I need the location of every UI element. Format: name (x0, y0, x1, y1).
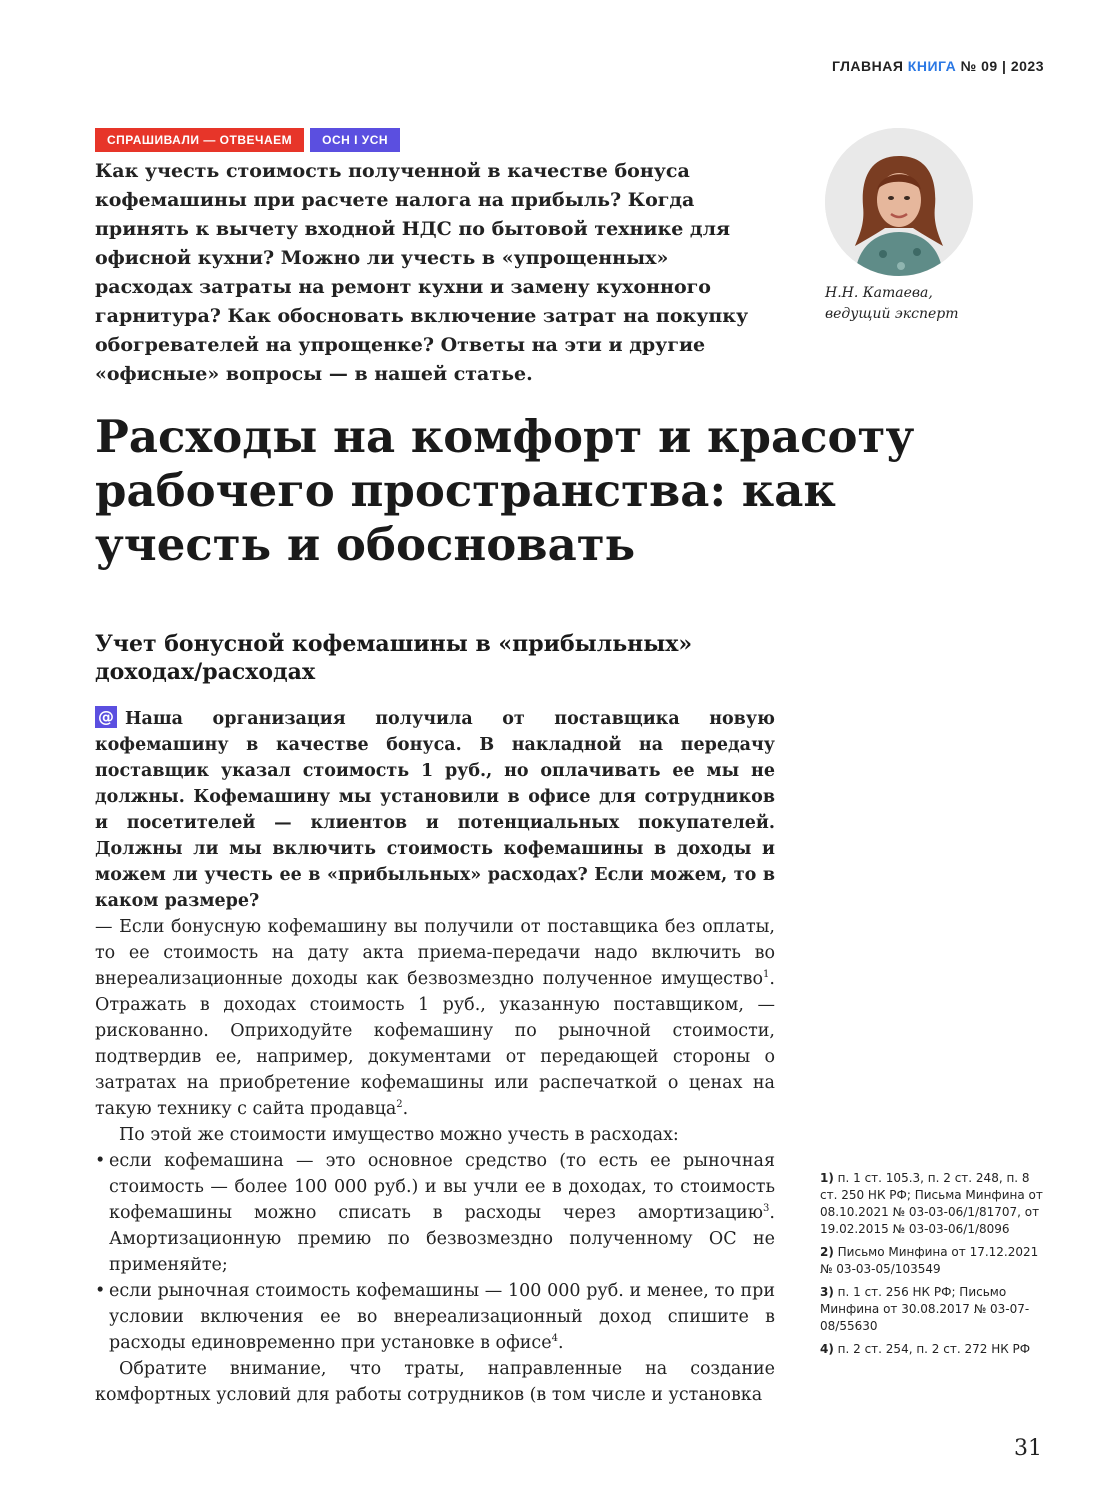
reader-question (95, 706, 775, 914)
article-body (95, 706, 775, 1408)
footnote-ref-2: 2 (396, 1099, 403, 1111)
rubric-tag-tax-regime: ОСН I УСН (310, 128, 400, 152)
author-portrait-icon (825, 128, 973, 276)
footnote-text: Письмо Минфина от 17.12.2021 № 03-03-05/103549 (820, 1245, 1039, 1276)
footnote-number: 2) (820, 1245, 834, 1259)
footnote-number: 3) (820, 1285, 834, 1299)
list-item (95, 1278, 775, 1356)
masthead-accent: КНИГА (907, 58, 957, 74)
list-item (95, 1148, 775, 1278)
author-photo (825, 128, 973, 276)
footnote-3 (820, 1284, 1045, 1335)
rubric-tag-qa: СПРАШИВАЛИ — ОТВЕЧАЕМ (95, 128, 304, 152)
footnote-text: п. 2 ст. 254, п. 2 ст. 272 НК РФ (833, 1342, 1031, 1356)
answer-paragraph-3: Обратите внимание, что траты, направленные на создание комфортных условий для работы сотрудников (в том числе и установка (95, 1359, 775, 1405)
expense-options-list (95, 1148, 775, 1356)
list-item-text: . Амортизационную премию по безвозмездно полученному ОС не применяйте; (109, 1203, 775, 1275)
masthead-title: ГЛАВНАЯ (831, 58, 904, 74)
author-caption (825, 283, 959, 325)
answer-paragraph-2: По этой же стоимости имущество можно учесть в расходах: (119, 1125, 679, 1145)
footnote-number: 4) (820, 1342, 834, 1356)
masthead (832, 58, 1044, 74)
email-question-icon: @ (95, 706, 117, 728)
footnote-number: 1) (820, 1171, 834, 1185)
rubric-tags (95, 128, 400, 152)
masthead-issue: № 09 | 2023 (960, 58, 1044, 74)
footnote-4 (820, 1341, 1045, 1358)
footnote-text: п. 1 ст. 105.3, п. 2 ст. 248, п. 8 ст. 250 НК РФ; Письма Минфина от 08.10.2021 № 03-03-06/1/81707, от 19.02.2015 № 03-03-06/1/8096 (820, 1171, 1043, 1236)
section-heading: Учет бонусной кофемашины в «прибыльных» доходах/расходах (95, 631, 693, 685)
footnote-2 (820, 1244, 1045, 1278)
author-role: ведущий эксперт (825, 306, 959, 322)
list-item-text: если рыночная стоимость кофемашины — 100 000 руб. и менее, то при условии включения ее во внереализационный доход спишите в расходы единовременно при установке в офисе (109, 1281, 775, 1353)
author-name: Н.Н. Катаева, (825, 285, 933, 301)
list-item-text: если кофемашина — это основное средство (то есть ее рыночная стоимость — более 100 000 руб.) и вы учли ее в доходах, то стоимость кофемашины можно списать в расходы через амортизацию (109, 1151, 775, 1223)
footnote-1 (820, 1170, 1045, 1238)
question-text: Наша организация получила от поставщика новую кофемашину в качестве бонуса. В накладной на передачу поставщик указал стоимость 1 руб., но оплачивать ее мы не должны. Кофемашину мы установили в офисе для сотрудников и посетителей — клиентов и потенциальных покупателей. Должны ли мы включить стоимость кофемашины в доходы и можем ли учесть ее в «прибыльных» расходах? Если можем, то в каком размере? (95, 709, 775, 911)
lead-paragraph: Как учесть стоимость полученной в качестве бонуса кофемашины при расчете налога на прибыль? Когда принять к вычету входной НДС по бытовой технике для офисной кухни? Можно ли учесть в «упрощенных» расходах затраты на ремонт кухни и замену кухонного гарнитура? Как обосновать включение затрат на покупку обогревателей на упрощенке? Ответы на эти и другие «офисные» вопросы — в нашей статье. (95, 160, 749, 385)
article-title: Расходы на комфорт и красоту рабочего пространства: как учесть и обосновать (95, 410, 915, 571)
footnote-ref-1: 1 (763, 969, 770, 981)
answer-text: . (402, 1099, 409, 1119)
footnote-text: п. 1 ст. 256 НК РФ; Письмо Минфина от 30.08.2017 № 03-07-08/55630 (820, 1285, 1030, 1333)
list-item-text: . (557, 1333, 564, 1353)
answer-text: . Отражать в доходах стоимость 1 руб., указанную поставщиком, — рискованно. Оприходуйте кофемашину по рыночной стоимости, подтвердив ее, например, документами от передающей стороны о затратах на приобретение кофемашины или распечаткой о ценах на такую технику с сайта продавца (95, 969, 775, 1119)
answer-paragraph-1 (95, 914, 775, 1122)
footnotes (820, 1170, 1045, 1364)
answer-text: — Если бонусную кофемашину вы получили от поставщика без оплаты, то ее стоимость на дату акта приема-передачи надо включить во внереализационные доходы как безвозмездно полученное имущество (95, 917, 775, 989)
footnote-ref-4: 4 (551, 1333, 558, 1345)
footnote-ref-3: 3 (763, 1203, 770, 1215)
page-number: 31 (1014, 1436, 1042, 1461)
